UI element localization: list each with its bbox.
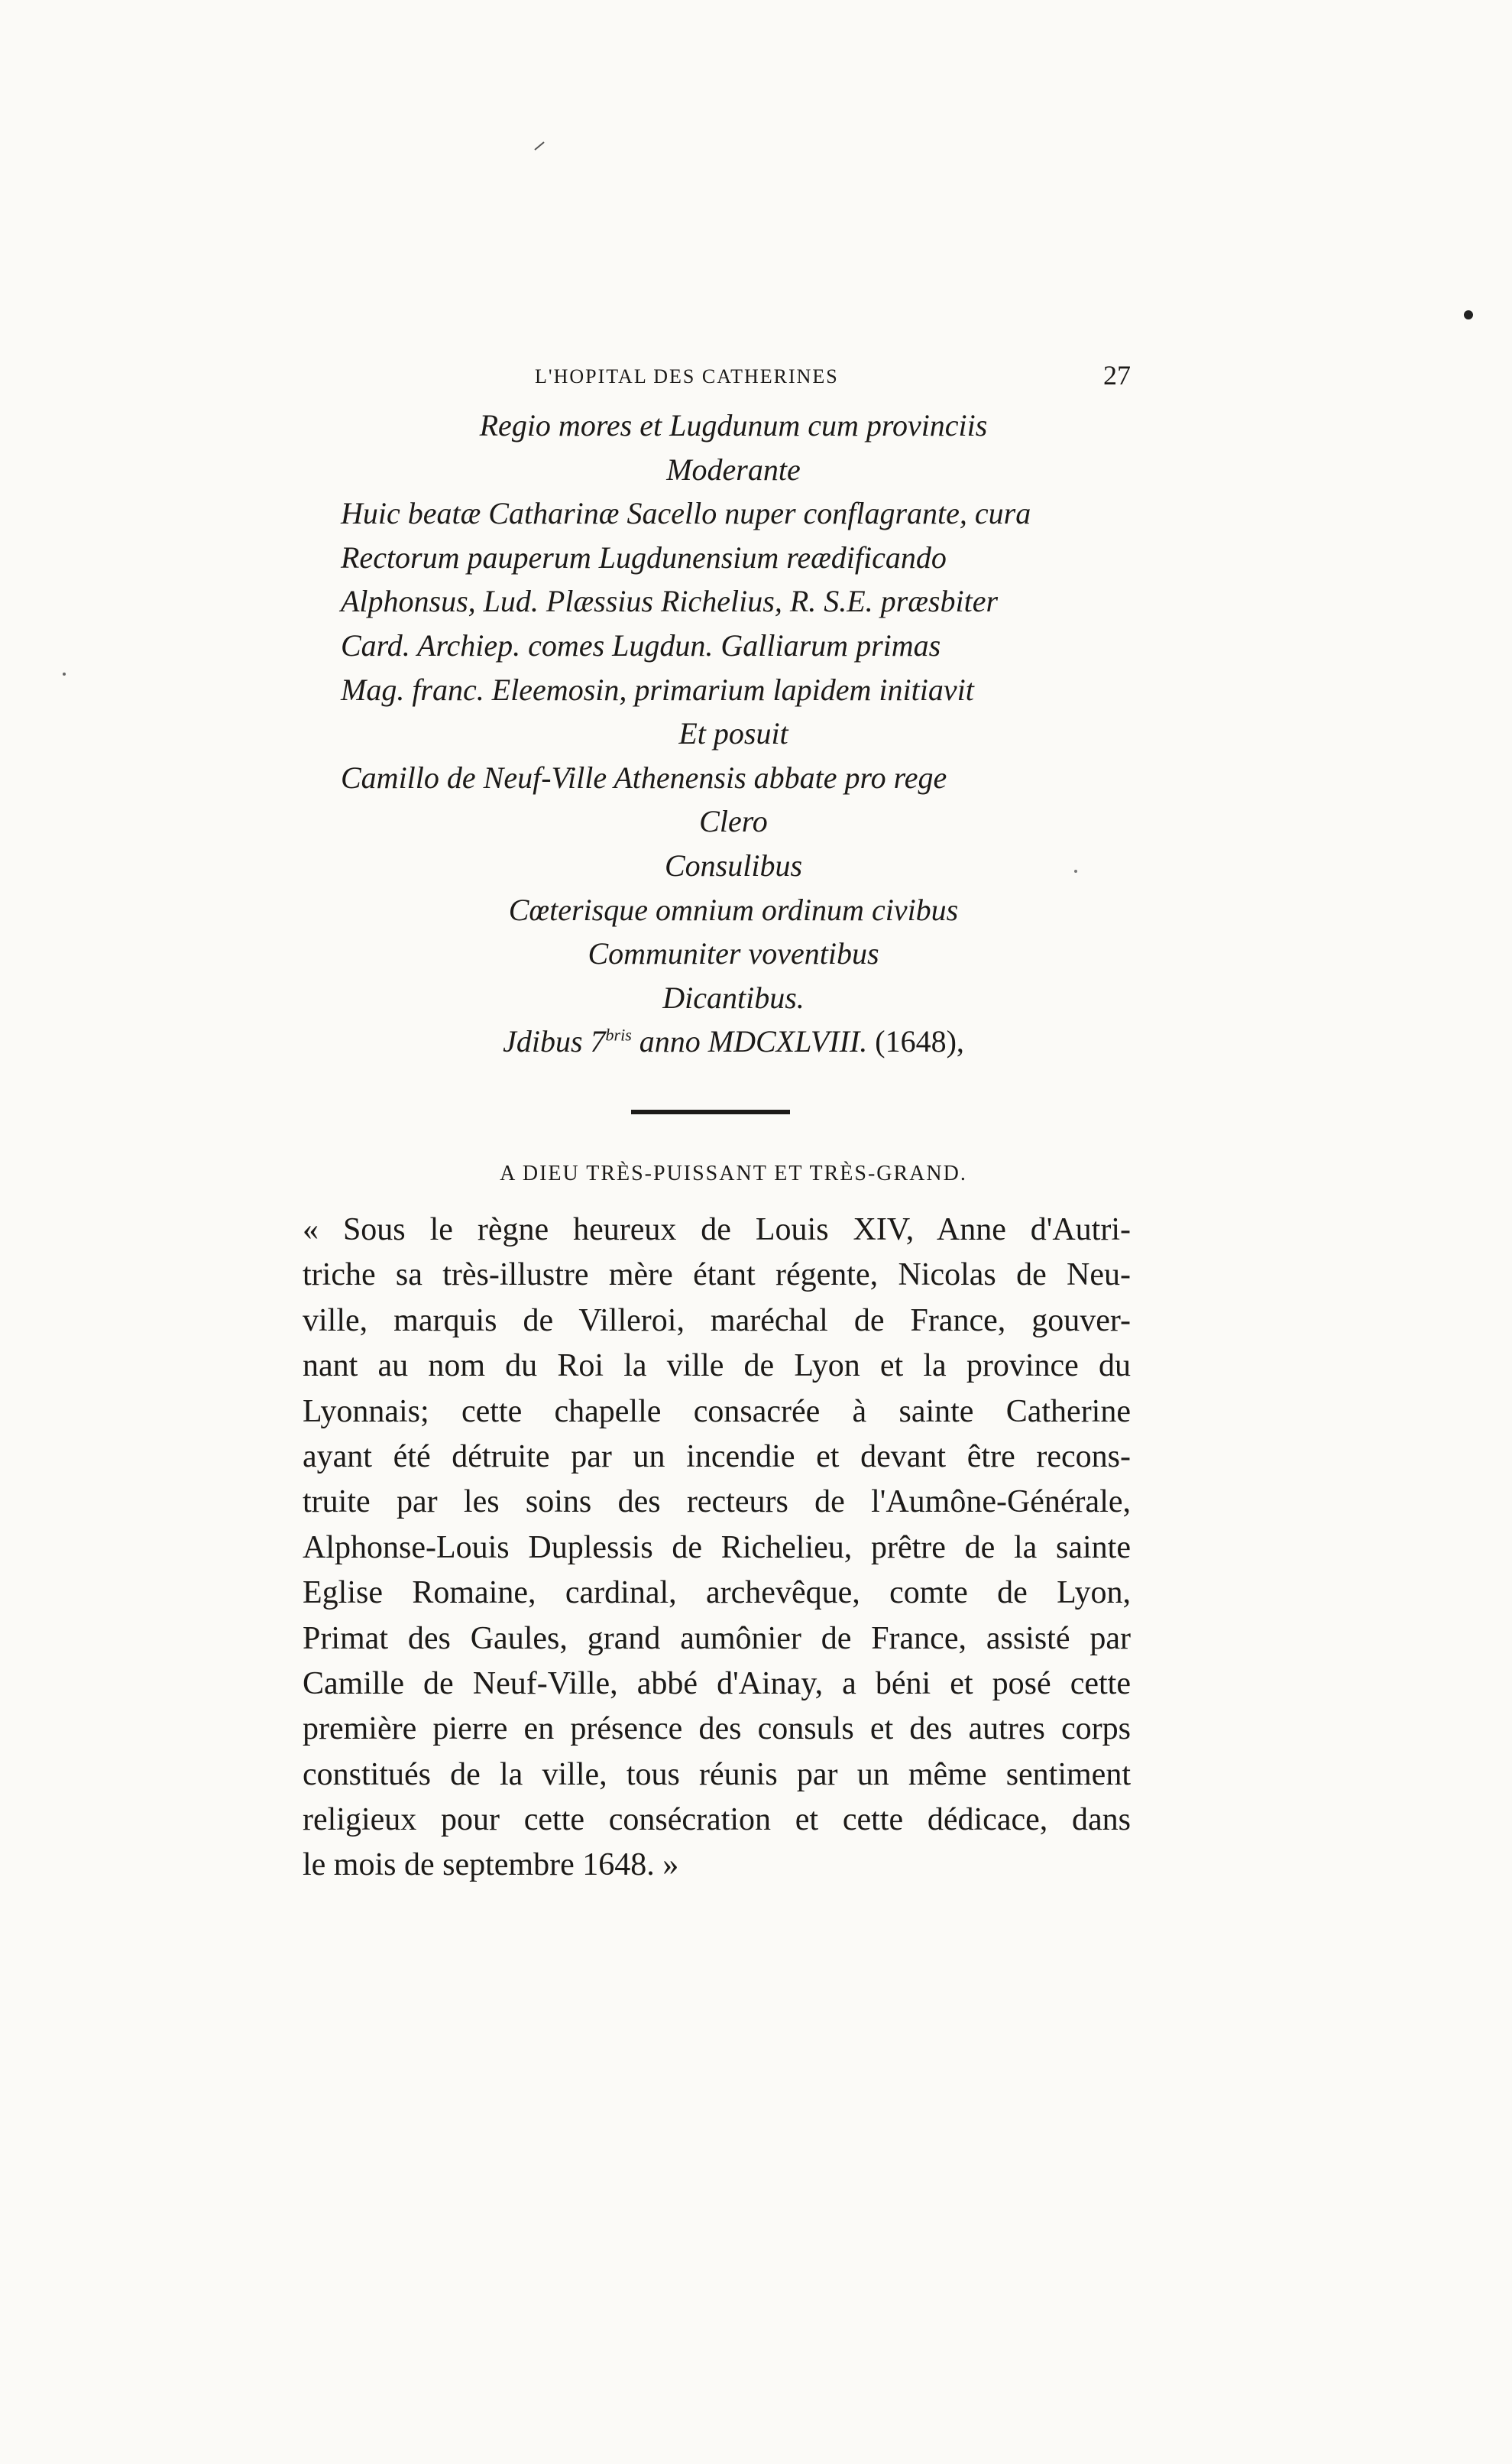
french-translation [303, 1208, 1131, 1889]
date-superscript: bris [605, 1025, 632, 1045]
speck-mark [535, 142, 544, 150]
inscription-line: Huic beatæ Catharinæ Sacello nuper conflagrante, cura [341, 496, 1031, 531]
body-line: « Sous le règne heureux de Louis XIV, Anne d'Autri- [303, 1212, 1131, 1247]
section-title: A DIEU TRÈS-PUISSANT ET TRÈS-GRAND. [500, 1162, 967, 1185]
body-line: Lyonnais; cette chapelle consacrée à sainte Catherine [303, 1393, 1131, 1429]
inscription-line: Et posuit [678, 716, 788, 751]
latin-inscription [336, 404, 1131, 1064]
body-line: truite par les soins des recteurs de l'Aumône-Générale, [303, 1484, 1131, 1520]
inscription-line: Rectorum pauperum Lugdunensium reædificando [341, 540, 947, 575]
inscription-line: Clero [699, 804, 768, 839]
inscription-line: Card. Archiep. comes Lugdun. Galliarum primas [341, 627, 941, 663]
body-line: triche sa très-illustre mère étant régente, Nicolas de Neu- [303, 1257, 1131, 1293]
body-line: Camille de Neuf-Ville, abbé d'Ainay, a béni et posé cette [303, 1665, 1131, 1701]
inscription-line: Alphonsus, Lud. Plæssius Richelius, R. S.E. præsbiter [341, 584, 999, 619]
body-line: constitués de la ville, tous réunis par un même sentiment [303, 1756, 1131, 1792]
date-year: (1648), [875, 1024, 964, 1059]
inscription-line: Moderante [666, 452, 801, 487]
running-title: L'HOPITAL DES CATHERINES [535, 365, 839, 387]
inscription-date-line [336, 1020, 1131, 1064]
body-line: ville, marquis de Villeroi, maréchal de France, gouver- [303, 1302, 1131, 1338]
body-line: Eglise Romaine, cardinal, archevêque, comte de Lyon, [303, 1575, 1131, 1611]
inscription-line: Cœterisque omnium ordinum civibus [508, 892, 959, 927]
inscription-line: Consulibus [664, 848, 803, 883]
date-prefix: Jdibus 7 [503, 1024, 606, 1059]
date-middle: anno MDCXLVIII. [631, 1024, 876, 1059]
body-line: Primat des Gaules, grand aumônier de France, assisté par [303, 1620, 1131, 1656]
page-number: 27 [1103, 360, 1131, 391]
speck-mark [1464, 310, 1473, 319]
body-line: Alphonse-Louis Duplessis de Richelieu, prêtre de la sainte [303, 1529, 1131, 1565]
speck-mark [63, 673, 66, 676]
body-line: ayant été détruite par un incendie et devant être recons- [303, 1438, 1131, 1474]
inscription-line: Dicantibus. [662, 980, 805, 1015]
inscription-line: Communiter voventibus [588, 936, 879, 971]
section-divider [631, 1110, 790, 1114]
inscription-line: Camillo de Neuf-Ville Athenensis abbate pro rege [341, 760, 947, 795]
body-line: le mois de septembre 1648. » [303, 1847, 679, 1883]
inscription-line: Mag. franc. Eleemosin, primarium lapidem initiavit [341, 672, 974, 707]
page-header [336, 359, 1131, 397]
body-line: nant au nom du Roi la ville de Lyon et la province du [303, 1348, 1131, 1384]
inscription-line: Regio mores et Lugdunum cum provinciis [479, 408, 988, 443]
body-line: première pierre en présence des consuls et des autres corps [303, 1711, 1131, 1747]
body-line: religieux pour cette consécration et cette dédicace, dans [303, 1802, 1131, 1838]
